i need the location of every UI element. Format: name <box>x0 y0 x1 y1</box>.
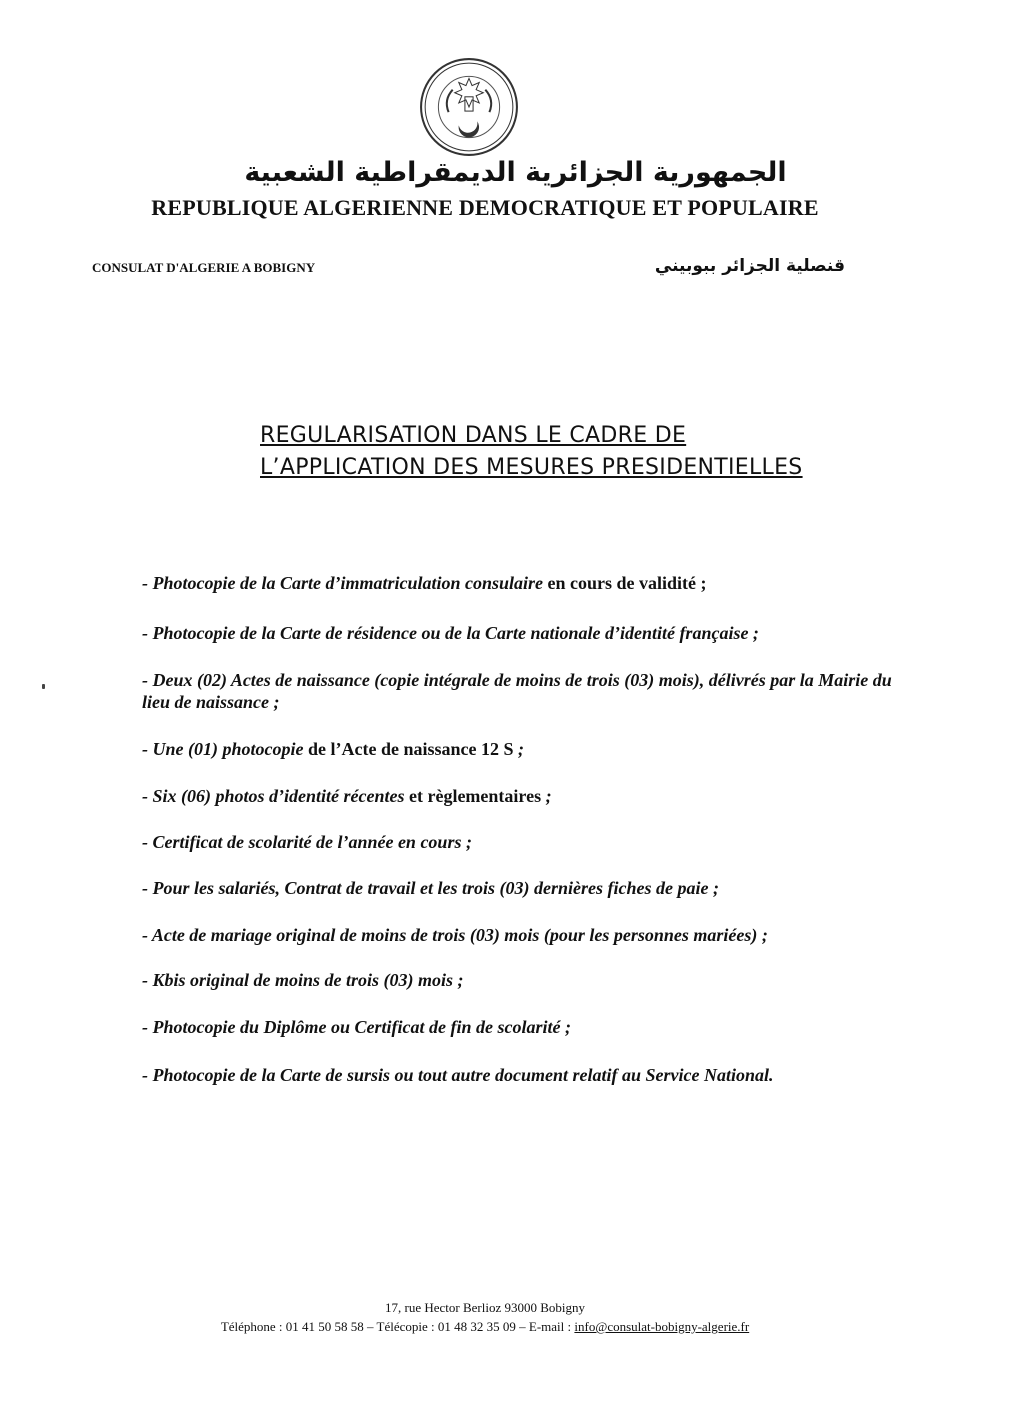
item-text: ; <box>513 739 524 759</box>
footer-contact <box>0 1317 970 1336</box>
list-item <box>142 831 902 853</box>
scan-speck <box>42 684 45 689</box>
item-text: - Acte de mariage original de moins de trois (03) mois (pour les personnes mariées) ; <box>142 925 768 945</box>
heading-line-1: REGULARISATION DANS LE CADRE DE <box>260 423 687 448</box>
list-item <box>142 738 902 760</box>
item-text-upright: en cours de validité ; <box>543 573 707 593</box>
consulate-name-fr: CONSULAT D'ALGERIE A BOBIGNY <box>92 260 316 275</box>
list-item <box>142 572 902 594</box>
item-text: ; <box>541 786 552 806</box>
item-text-upright: de l’Acte de naissance 12 S <box>303 739 514 759</box>
list-item <box>142 1064 902 1086</box>
item-text: - Photocopie de la Carte de sursis ou tout autre document relatif au Service National. <box>142 1065 774 1085</box>
consulate-name-ar: قنصلية الجزائر ببوبيني <box>654 256 845 276</box>
footer-contact-text: Téléphone : 01 41 50 58 58 – Télécopie : 01 48 32 35 09 – E-mail : <box>220 1319 575 1334</box>
arabic-republic-title: الجمهورية الجزائرية الديمقراطية الشعبية <box>244 157 787 188</box>
list-item <box>142 924 902 946</box>
item-text: - Une (01) photocopie <box>142 739 304 759</box>
item-text: - Pour les salariés, Contrat de travail et les trois (03) dernières fiches de paie ; <box>142 878 719 898</box>
footer-address: 17, rue Hector Berlioz 93000 Bobigny <box>384 1300 585 1315</box>
list-item <box>142 1016 902 1038</box>
list-item <box>142 969 902 991</box>
document-heading <box>260 420 803 484</box>
republic-title: REPUBLIQUE ALGERIENNE DEMOCRATIQUE ET POPULAIRE <box>151 195 819 220</box>
item-text: - Photocopie du Diplôme ou Certificat de fin de scolarité ; <box>142 1017 571 1037</box>
item-text: - Deux (02) Actes de naissance (copie intégrale de moins de trois (03) mois), délivrés par la Mairie du lieu de naissance ; <box>142 670 892 712</box>
list-item <box>142 669 902 713</box>
item-text: - Six (06) photos d’identité récentes <box>142 786 405 806</box>
item-text: - Photocopie de la Carte d’immatriculation consulaire <box>142 573 544 593</box>
list-item <box>142 622 902 644</box>
footer <box>0 1298 970 1336</box>
item-text: - Certificat de scolarité de l’année en cours ; <box>142 832 472 852</box>
item-text: - Photocopie de la Carte de résidence ou de la Carte nationale d’identité française ; <box>142 623 759 643</box>
heading-line-2: L’APPLICATION DES MESURES PRESIDENTIELLES <box>260 455 803 480</box>
list-item <box>142 877 902 899</box>
list-item <box>142 785 902 807</box>
algerian-state-emblem-icon <box>418 56 520 158</box>
item-text: - Kbis original de moins de trois (03) mois ; <box>142 970 464 990</box>
item-text-upright: et règlementaires <box>404 786 542 806</box>
email-link[interactable]: info@consulat-bobigny-algerie.fr <box>574 1319 750 1334</box>
